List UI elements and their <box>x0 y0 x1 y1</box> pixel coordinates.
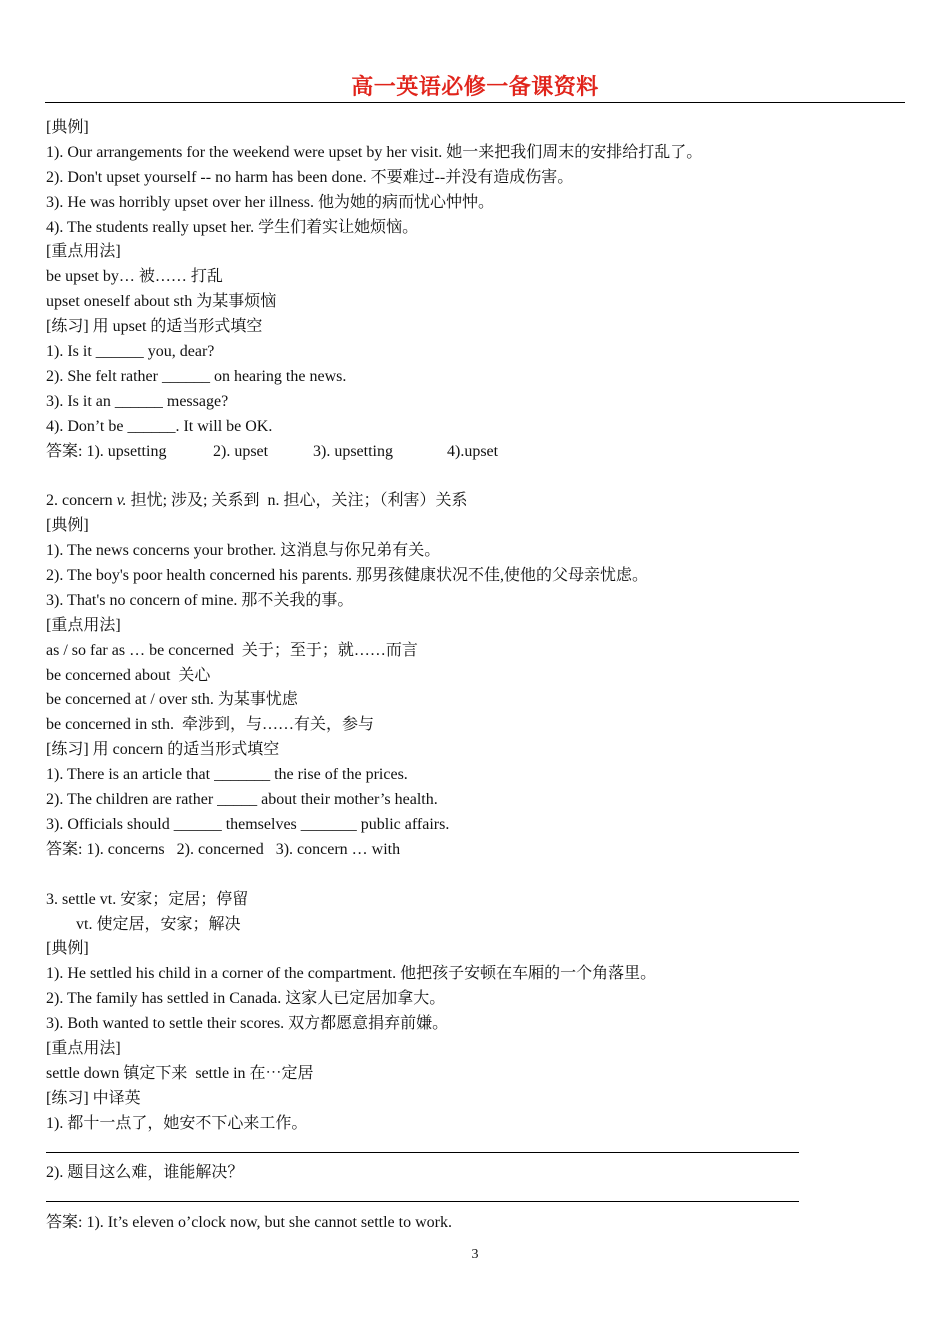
text-line: be concerned in sth. 牵涉到，与……有关，参与 <box>46 716 374 734</box>
text-line: 1). There is an article that _______ the rise of the prices. <box>46 766 408 784</box>
part-of-speech: v. <box>116 492 127 510</box>
answer-item: 3). upsetting <box>313 442 393 460</box>
answer-item: 2). upset <box>213 442 269 460</box>
title-divider <box>45 102 905 103</box>
text-line: 3). He was horribly upset over her illness. 他为她的病而忧心忡忡。 <box>46 193 494 211</box>
text-line: [典例] <box>46 517 89 535</box>
text-line: 3). Both wanted to settle their scores. 双方都愿意捐弃前嫌。 <box>46 1015 449 1033</box>
headword: 2. concern <box>46 492 117 510</box>
section-heading: 3. settle vt. 安家；定居；停留 <box>46 890 249 908</box>
text-line: 2). She felt rather ______ on hearing the news. <box>46 367 347 385</box>
text-line: 2). The boy's poor health concerned his parents. 那男孩健康状况不佳,使他的父母亲忧虑。 <box>46 567 649 585</box>
text-line: 1). 都十一点了，她安不下心来工作。 <box>46 1114 308 1132</box>
answer-line: 答案: 1). It’s eleven o’clock now, but she cannot settle to work. <box>46 1214 452 1232</box>
text-line: [练习] 用 upset 的适当形式填空 <box>46 318 263 336</box>
text-line: [重点用法] <box>46 1039 121 1057</box>
text-line: 1). Our arrangements for the weekend were upset by her visit. 她一来把我们周末的安排给打乱了。 <box>46 143 703 161</box>
text-line: 2). Don't upset yourself -- no harm has been done. 不要难过--并没有造成伤害。 <box>46 168 574 186</box>
text-line: 3). Officials should ______ themselves _______ public affairs. <box>46 815 450 833</box>
text-line: 2). 题目这么难，谁能解决？ <box>46 1164 244 1182</box>
text-line: 1). Is it ______ you, dear? <box>46 343 215 361</box>
text-line: as / so far as … be concerned 关于；至于；就……而言 <box>46 641 418 659</box>
blank-line <box>46 464 906 489</box>
answer-blank-rule <box>46 1186 906 1211</box>
answer-line: 答案: 1). concerns 2). concerned 3). concern … with <box>46 840 401 858</box>
definition: 担忧; 涉及; 关系到 n. 担心，关注；（利害）关系 <box>126 492 468 510</box>
text-line: upset oneself about sth 为某事烦恼 <box>46 293 277 311</box>
text-line: be concerned about 关心 <box>46 666 211 684</box>
text-line: 3). That's no concern of mine. 那不关我的事。 <box>46 591 354 609</box>
text-line: 4). The students really upset her. 学生们着实让她烦恼。 <box>46 218 419 236</box>
answer-line <box>46 440 906 465</box>
text-line: [典例] <box>46 119 89 136</box>
text-line: 1). He settled his child in a corner of the compartment. 他把孩子安顿在车厢的一个角落里。 <box>46 965 657 983</box>
answer-item: 答案: 1). upsetting <box>46 442 167 460</box>
text-line: settle down 镇定下来 settle in 在⋯定居 <box>46 1064 314 1082</box>
text-line: [练习] 用 concern 的适当形式填空 <box>46 741 280 759</box>
text-line: 2). The children are rather _____ about their mother’s health. <box>46 791 438 809</box>
text-line: 2). The family has settled in Canada. 这家人已定居加拿大。 <box>46 990 446 1008</box>
text-line: [典例] <box>46 940 89 958</box>
text-line: be upset by… 被…… 打乱 <box>46 268 223 286</box>
text-line: [重点用法] <box>46 243 121 261</box>
text-line: 4). Don’t be ______. It will be OK. <box>46 417 273 435</box>
text-line: be concerned at / over sth. 为某事忧虑 <box>46 691 298 709</box>
text-line: 1). The news concerns your brother. 这消息与你兄弟有关。 <box>46 542 441 560</box>
text-line: [重点用法] <box>46 616 121 634</box>
text-line: [练习] 中译英 <box>46 1089 141 1107</box>
page-title: 高一英语必修一备课资料 <box>351 75 599 100</box>
text-line: vt. 使定居，安家；解决 <box>76 915 241 933</box>
blank-line <box>46 863 906 888</box>
answer-item: 4).upset <box>447 442 499 460</box>
text-line: 3). Is it an ______ message? <box>46 392 229 410</box>
section-heading <box>46 489 906 514</box>
answer-blank-rule <box>46 1137 906 1162</box>
document-body <box>46 116 906 1236</box>
page-number: 3 <box>471 1247 479 1262</box>
